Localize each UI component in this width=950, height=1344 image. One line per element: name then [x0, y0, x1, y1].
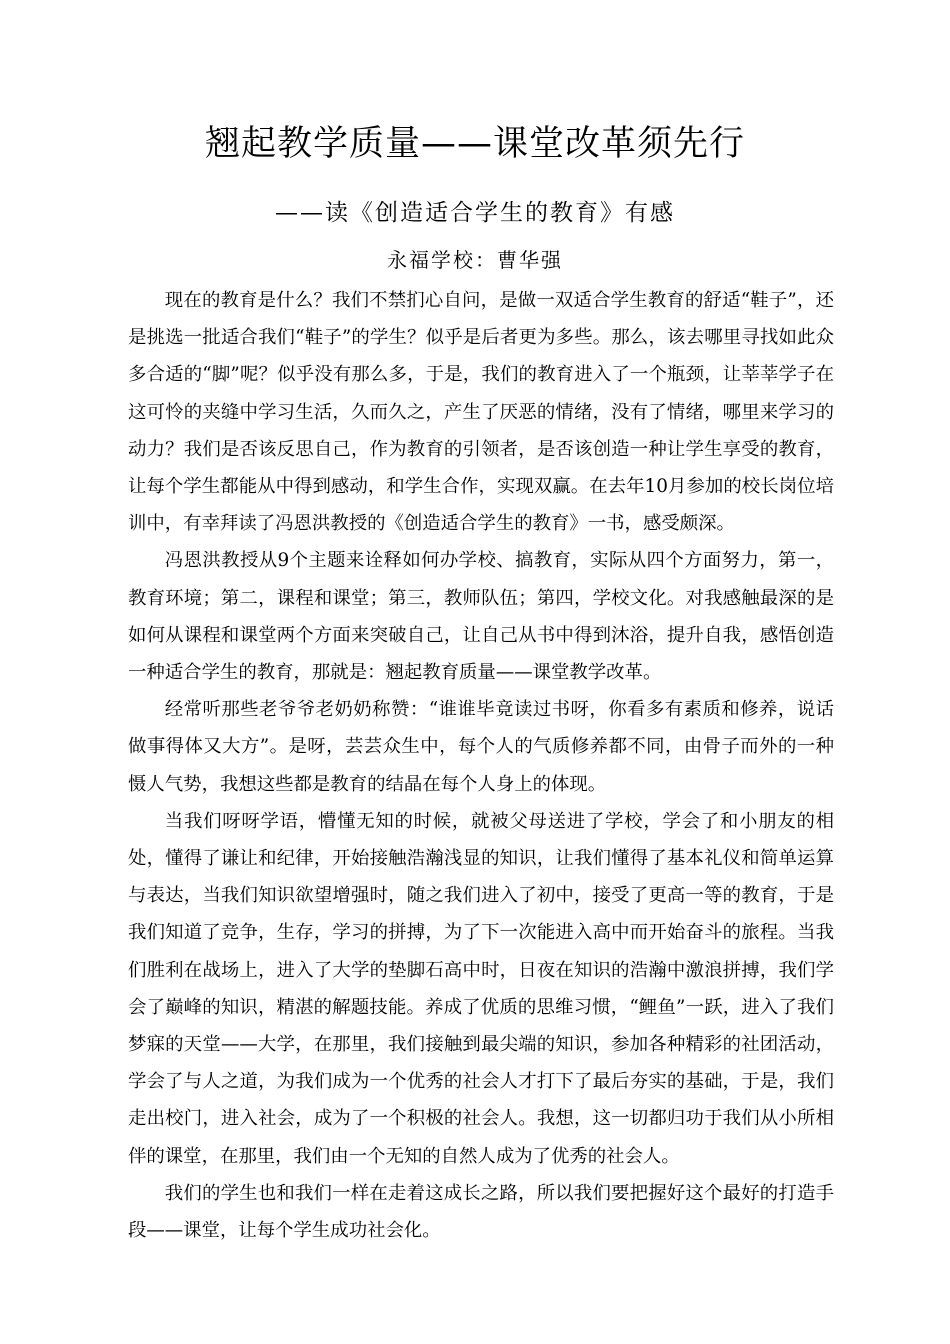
document-title: 翘起教学质量——课堂改革须先行: [204, 124, 745, 164]
paragraph-5: 我们的学生也和我们一样在走着这成长之路，所以我们要把握好这个最好的打造手段——课堂，让每个学生成功社会化。: [128, 1182, 834, 1242]
author-line: 永福学校：曹华强: [387, 248, 563, 272]
document-body: [128, 282, 834, 1249]
document-subtitle: ——读《创造适合学生的教育》有感: [275, 200, 675, 226]
paragraph-4: 当我们呀呀学语，懵懂无知的时候，就被父母送进了学校，学会了和小朋友的相处，懂得了谦让和纪律，开始接触浩瀚浅显的知识，让我们懂得了基本礼仪和简单运算与表达，当我们知识欲望增强时，随之我们进入了初中，接受了更高一等的教育，于是我们知道了竞争，生存，学习的拼搏，为了下一次能进入高中而开始奋斗的旅程。当我们胜利在战场上，进入了大学的垫脚石高中时，日夜在知识的浩瀚中激浪拼搏，我们学会了巅峰的知识，精湛的解题技能。养成了优质的思维习惯，“鲤鱼”一跃，进入了我们梦寐的天堂——大学，在那里，我们接触到最尖端的知识，参加各种精彩的社团活动，学会了与人之道，为我们成为一个优秀的社会人才打下了最后夯实的基础，于是，我们走出校门，进入社会，成为了一个积极的社会人。我想，这一切都归功于我们从小所相伴的课堂，在那里，我们由一个无知的自然人成为了优秀的社会人。: [128, 810, 834, 1167]
paragraph-1: 现在的教育是什么？我们不禁扪心自问，是做一双适合学生教育的舒适“鞋子”，还是挑选一批适合我们“鞋子”的学生？似乎是后者更为多些。那么，该去哪里寻找如此众多合适的“脚”呢？似乎没有那么多，于是，我们的教育进入了一个瓶颈，让莘莘学子在这可怜的夹缝中学习生活，久而久之，产生了厌恶的情绪，没有了情绪，哪里来学习的动力？我们是否该反思自己，作为教育的引领者，是否该创造一种让学生享受的教育，让每个学生都能从中得到感动，和学生合作，实现双赢。在去年10月参加的校长岗位培训中，有幸拜读了冯恩洪教授的《创造适合学生的教育》一书，感受颇深。: [128, 290, 834, 535]
paragraph-3: 经常听那些老爷爷老奶奶称赞：“谁谁毕竟读过书呀，你看多有素质和修养，说话做事得体又大方”。是呀，芸芸众生中，每个人的气质修养都不同，由骨子而外的一种慑人气势，我想这些都是教育的结晶在每个人身上的体现。: [128, 699, 834, 795]
paragraph-2: 冯恩洪教授从9个主题来诠释如何办学校、搞教育，实际从四个方面努力，第一，教育环境；第二，课程和课堂；第三，教师队伍；第四，学校文化。对我感触最深的是如何从课程和课堂两个方面来突破自己，让自己从书中得到沐浴，提升自我，感悟创造一种适合学生的教育，那就是：翘起教育质量——课堂教学改革。: [128, 550, 834, 684]
